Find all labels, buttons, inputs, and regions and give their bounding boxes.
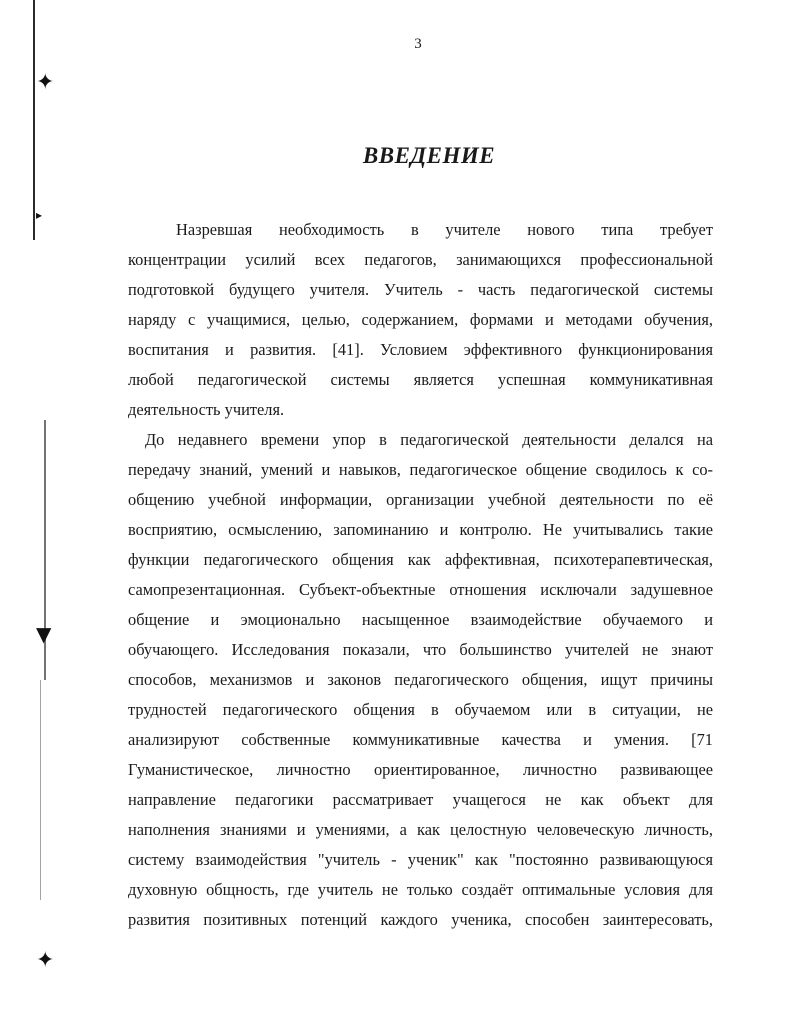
paragraph [128, 215, 713, 425]
text-line: функции педагогического общения как аффективная, психотерапевтическая, [128, 550, 713, 569]
text-line: развития позитивных потенций каждого ученика, способен заинтересовать, [128, 910, 713, 929]
text-line: трудностей педагогического общения в обучаемом или в ситуации, не [128, 700, 713, 719]
text-line: воспитания и развития. [41]. Условием эффективного функционирования [128, 340, 713, 359]
text-line: общению учебной информации, организации учебной деятельности по её [128, 490, 713, 509]
text-line: наряду с учащимися, целью, содержанием, формами и методами обучения, [128, 310, 713, 329]
text-line: восприятию, осмыслению, запоминанию и контролю. Не учитывались такие [128, 520, 713, 539]
scan-mark-icon: ▼ [36, 622, 52, 646]
text-line: способов, механизмов и законов педагогического общения, ищут причины [128, 670, 713, 689]
text-line: наполнения знаниями и умениями, а как целостную человеческую личность, [128, 820, 713, 839]
text-line: систему взаимодействия "учитель - ученик" как "постоянно развивающуюся [128, 850, 713, 869]
text-line: любой педагогической системы является успешная коммуникативная [128, 370, 713, 389]
paragraph [128, 425, 713, 935]
scan-margin-line [40, 680, 41, 900]
scan-mark-icon: ▸ [36, 208, 43, 222]
text-line: Назревшая необходимость в учителе нового типа требует [176, 220, 713, 239]
scan-mark-icon: ✦ [36, 70, 55, 95]
text-line: духовную общность, где учитель не только создаёт оптимальные условия для [128, 880, 713, 899]
text-line: самопрезентационная. Субъект-объектные отношения исключали задушевное [128, 580, 713, 599]
text-line: концентрации усилий всех педагогов, занимающихся профессиональной [128, 250, 713, 269]
page-title: ВВЕДЕНИЕ [362, 143, 496, 168]
text-line: анализируют собственные коммуникативные качества и умения. [71 [128, 730, 713, 749]
text-line: общение и эмоционально насыщенное взаимодействие обучаемого и [128, 610, 713, 629]
page-number: 3 [414, 36, 422, 52]
text-line: обучающего. Исследования показали, что большинство учителей не знают [128, 640, 713, 659]
text-line: передачу знаний, умений и навыков, педагогическое общение сводилось к со- [128, 460, 713, 479]
scan-mark-icon: ✦ [36, 948, 55, 973]
text-line: деятельность учителя. [128, 400, 285, 419]
text-line: До недавнего времени упор в педагогической деятельности делался на [145, 430, 713, 449]
text-line: Гуманистическое, личностно ориентированное, личностно развивающее [128, 760, 713, 779]
text-line: направление педагогики рассматривает учащегося не как объект для [128, 790, 713, 809]
text-line: подготовкой будущего учителя. Учитель - часть педагогической системы [128, 280, 713, 299]
